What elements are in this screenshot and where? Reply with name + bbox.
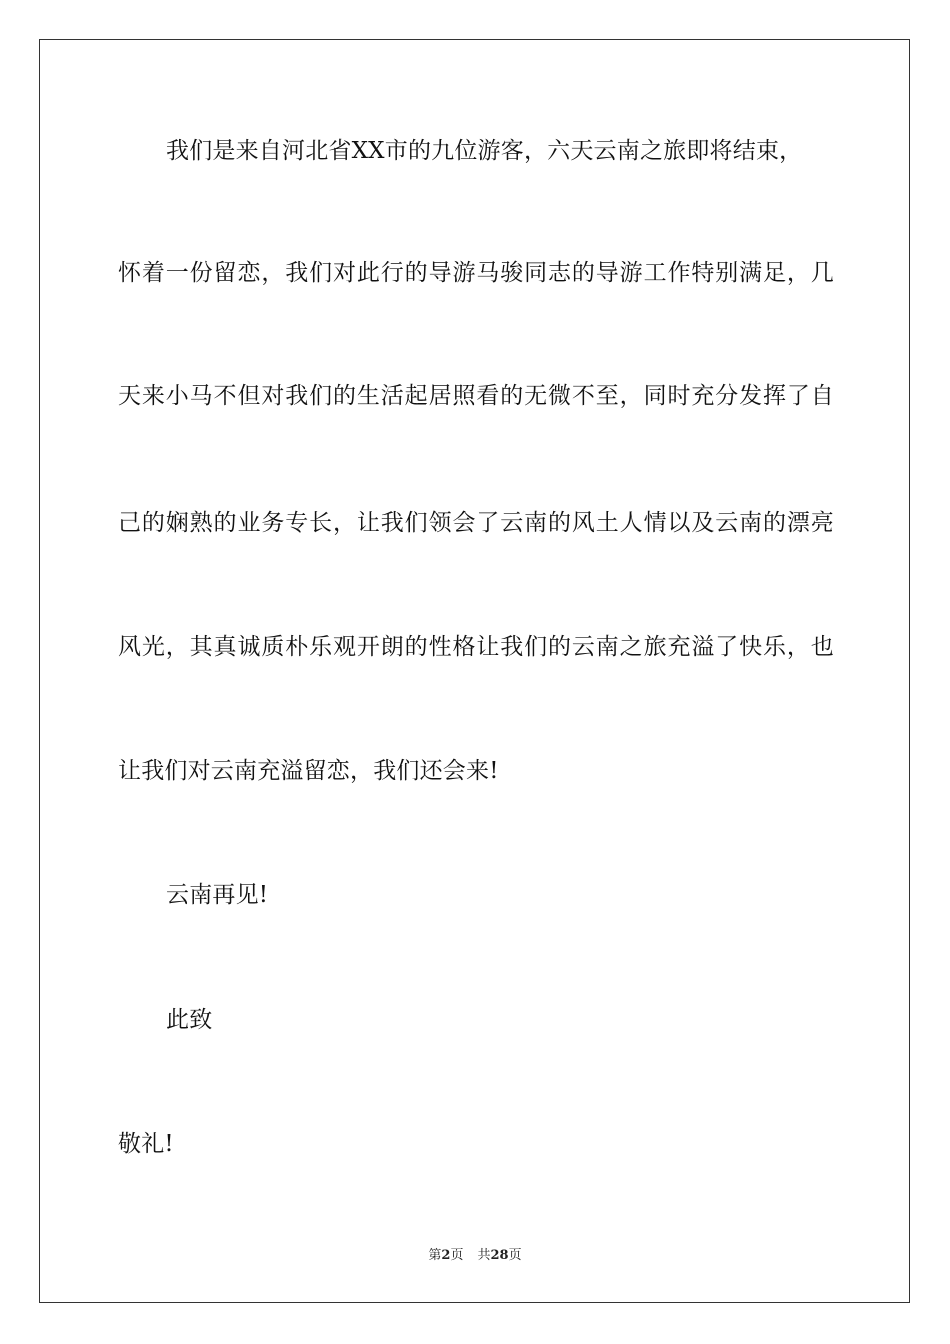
closing-regards: 敬礼! — [118, 1131, 174, 1157]
paragraph-line-3: 天来小马不但对我们的生活起居照看的无微不至，同时充分发挥了自 — [118, 383, 834, 409]
paragraph-line-5: 风光，其真诚质朴乐观开朗的性格让我们的云南之旅充溢了快乐，也 — [118, 634, 834, 660]
total-prefix: 共 — [477, 1248, 491, 1263]
paragraph-line-2: 怀着一份留恋，我们对此行的导游马骏同志的导游工作特别满足，几 — [118, 260, 834, 286]
page-current: 2 — [441, 1248, 451, 1263]
closing-farewell: 云南再见! — [166, 882, 269, 908]
total-unit: 页 — [508, 1248, 522, 1263]
page-prefix: 第 — [428, 1248, 442, 1263]
page-total: 28 — [490, 1248, 509, 1263]
page-unit: 页 — [450, 1248, 464, 1263]
page-frame — [39, 39, 910, 1303]
paragraph-line-4: 己的娴熟的业务专长，让我们领会了云南的风土人情以及云南的漂亮 — [118, 510, 834, 536]
paragraph-line-6: 让我们对云南充溢留恋，我们还会来! — [118, 758, 499, 784]
closing-salutation: 此致 — [166, 1007, 213, 1033]
page-footer — [0, 1247, 950, 1265]
paragraph-line-1: 我们是来自河北省XX市的九位游客，六天云南之旅即将结束， — [166, 138, 803, 164]
